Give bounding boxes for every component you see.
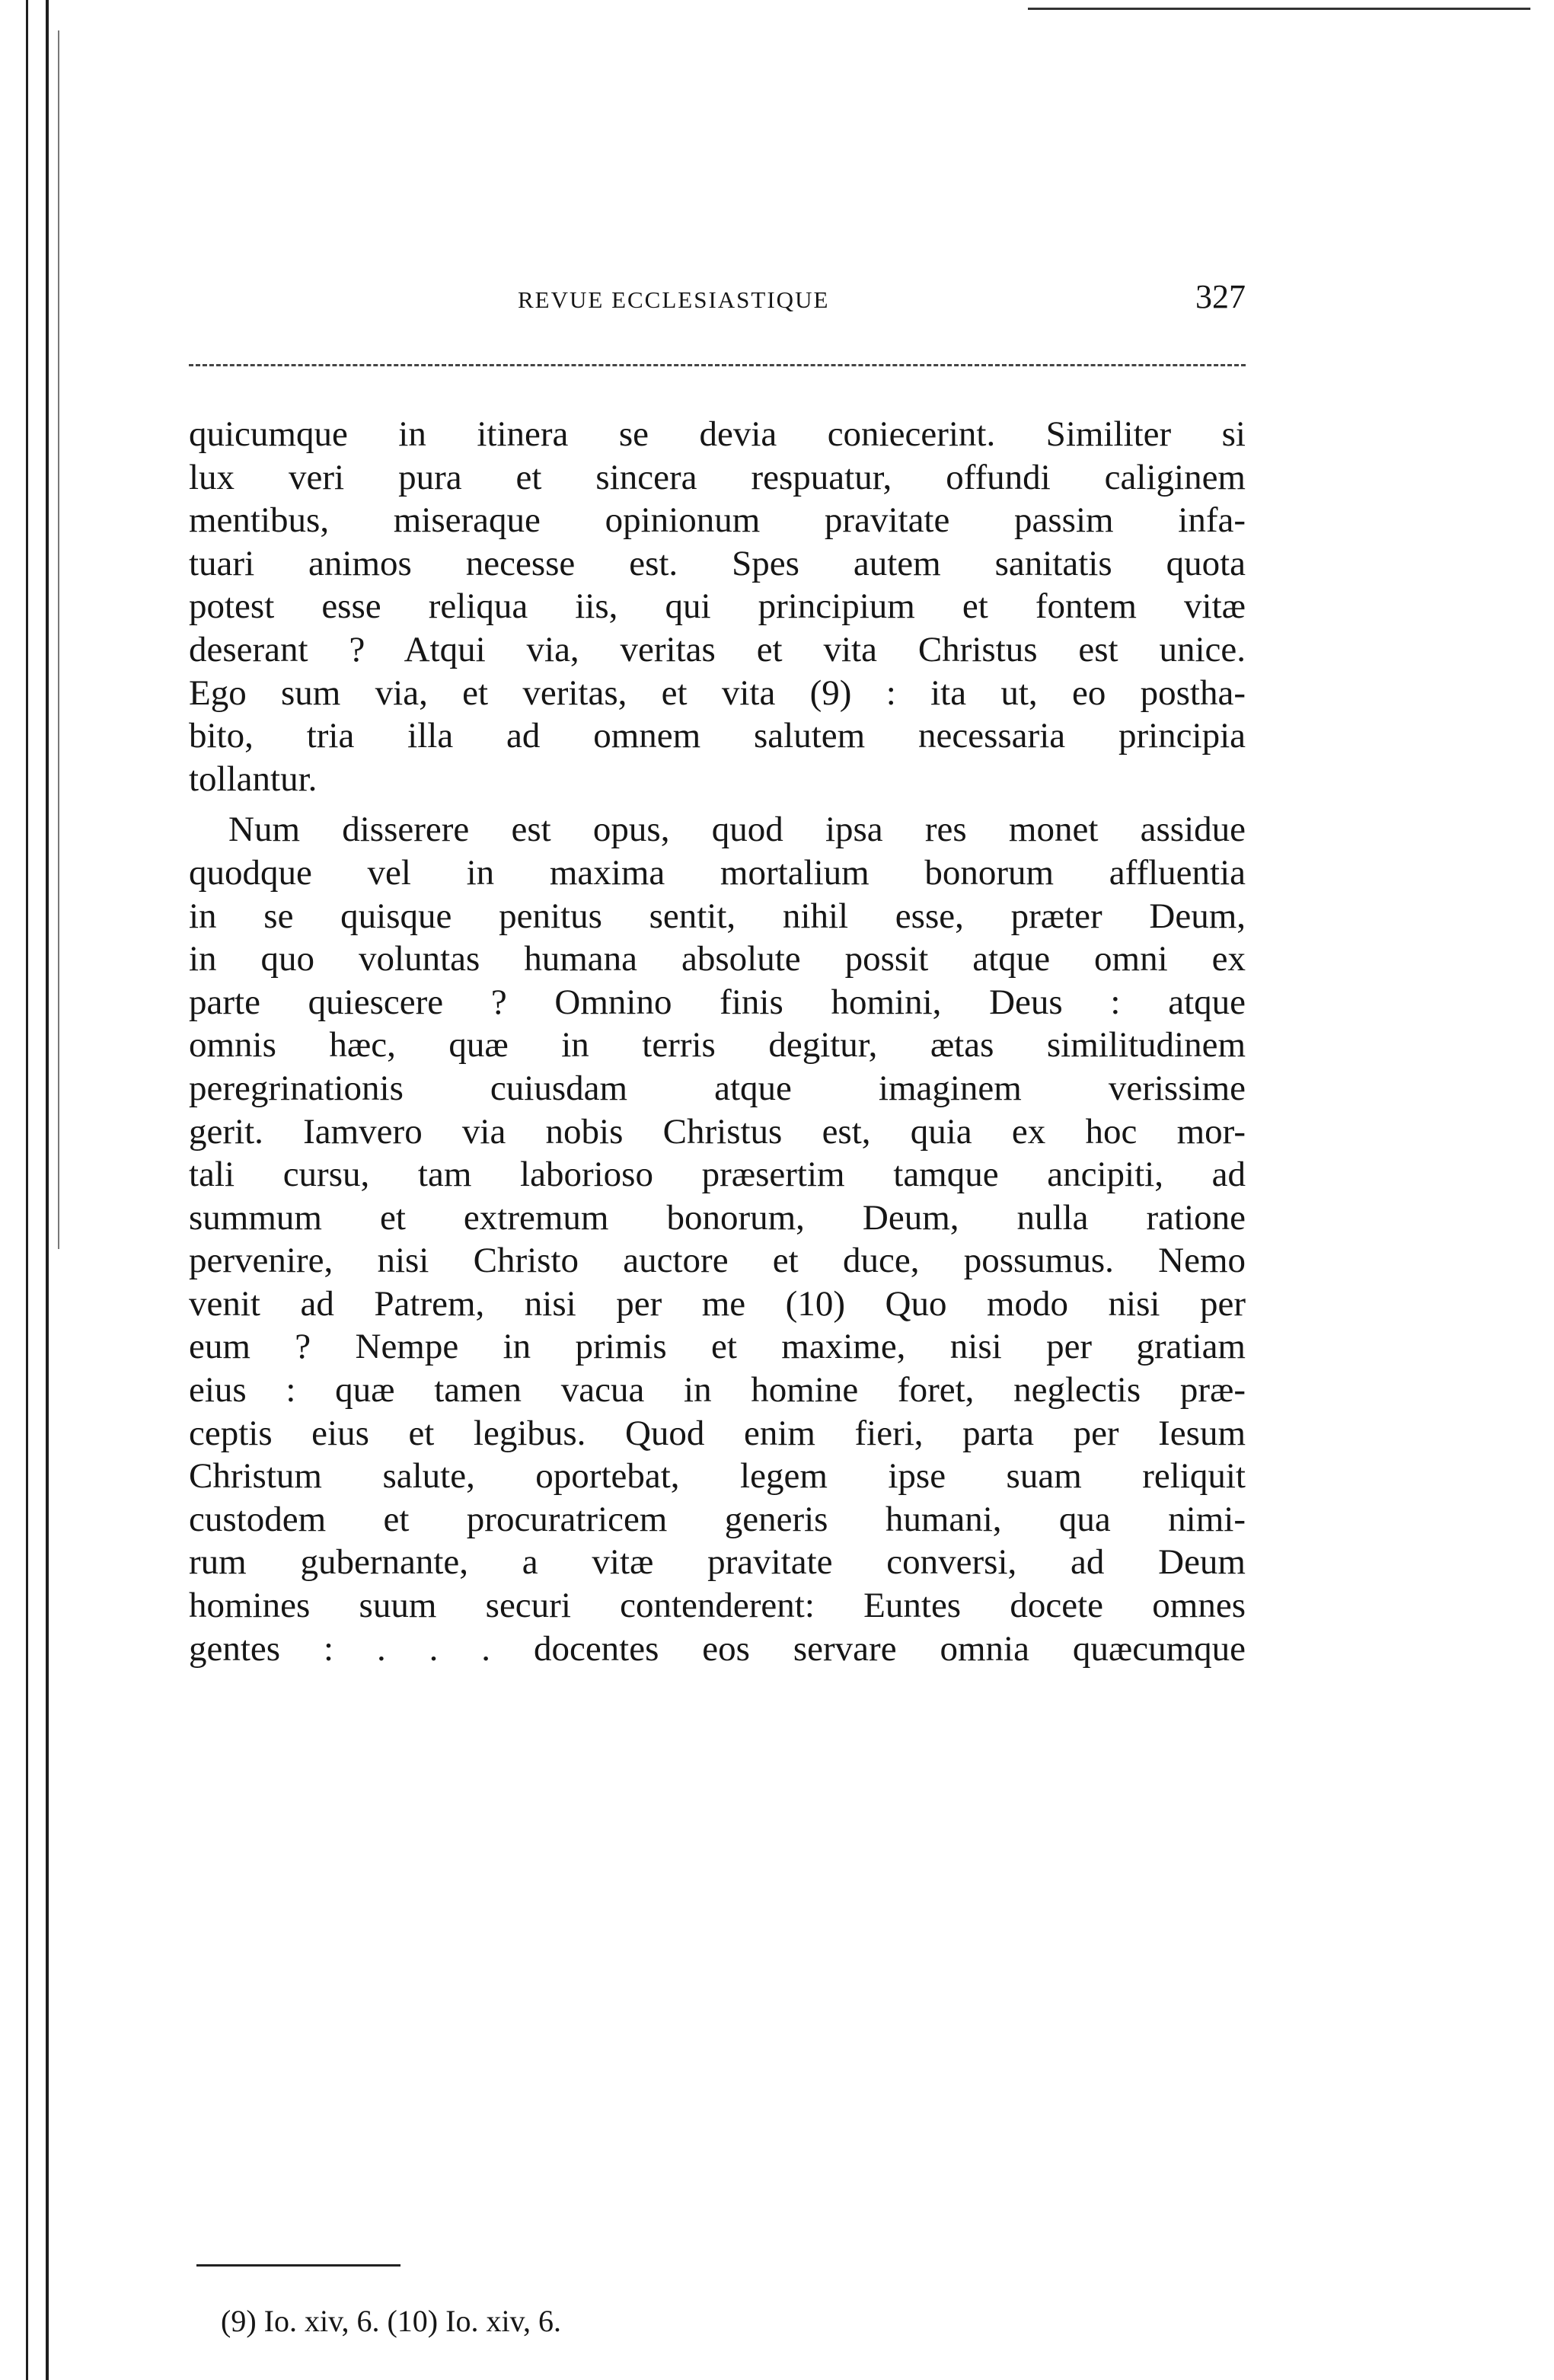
text-line: peregrinationis cuiusdam atque imaginem verissime (189, 1068, 1246, 1108)
text-line: Num disserere est opus, quod ipsa res monet assidue (228, 810, 1246, 850)
top-edge-line (1028, 8, 1530, 10)
page-number: 327 (1195, 278, 1246, 315)
text-line: venit ad Patrem, nisi per me (10) Quo modo nisi per (189, 1283, 1246, 1324)
text-line: tollantur. (189, 759, 318, 799)
paragraph (189, 413, 1246, 800)
text-line: eum ? Nempe in primis et maxime, nisi per gratiam (189, 1327, 1246, 1367)
text-line: rum gubernante, a vitæ pravitate conversi, ad Deum (189, 1542, 1246, 1583)
paragraph (189, 808, 1246, 1670)
text-line: gentes : . . . docentes eos servare omnia quæcumque (189, 1628, 1246, 1669)
text-line: quicumque in itinera se devia coniecerint. Similiter si (189, 414, 1246, 454)
running-header (189, 274, 1246, 335)
text-line: eius : quæ tamen vacua in homine foret, neglectis præ- (189, 1370, 1246, 1410)
footnote-rule (196, 2264, 400, 2267)
document-page (189, 274, 1246, 2338)
text-line: pervenire, nisi Christo auctore et duce, possumus. Nemo (189, 1241, 1246, 1281)
text-line: summum et extremum bonorum, Deum, nulla ratione (189, 1197, 1246, 1238)
page-edge-line (58, 30, 59, 1249)
text-line: homines suum securi contenderent: Euntes docete omnes (189, 1586, 1246, 1626)
text-line: tuari animos necesse est. Spes autem sanitatis quota (189, 543, 1246, 583)
text-line: in quo voluntas humana absolute possit atque omni ex (189, 939, 1246, 979)
text-line: Christum salute, oportebat, legem ipse suam reliquit (189, 1456, 1246, 1497)
text-line: Ego sum via, et veritas, et vita (9) : ita ut, eo postha- (189, 672, 1246, 713)
text-line: ceptis eius et legibus. Quod enim fieri, parta per Iesum (189, 1413, 1246, 1453)
text-line: potest esse reliqua iis, qui principium et fontem vitæ (189, 586, 1246, 627)
running-title: REVUE ECCLESIASTIQUE (518, 286, 830, 313)
paragraph-gap (189, 800, 1246, 808)
text-line: omnis hæc, quæ in terris degitur, ætas similitudinem (189, 1025, 1246, 1065)
footnotes: (9) Io. xiv, 6. (10) Io. xiv, 6. (221, 2304, 561, 2338)
body-text (189, 413, 1246, 1670)
text-line: deserant ? Atqui via, veritas et vita Christus est unice. (189, 629, 1246, 669)
text-line: bito, tria illa ad omnem salutem necessaria principia (189, 716, 1246, 756)
text-line: mentibus, miseraque opinionum pravitate passim infa- (189, 500, 1246, 541)
text-line: quodque vel in maxima mortalium bonorum affluentia (189, 852, 1246, 893)
text-line: in se quisque penitus sentit, nihil esse, præter Deum, (189, 896, 1246, 936)
header-rule (189, 364, 1246, 366)
text-line: parte quiescere ? Omnino finis homini, Deus : atque (189, 982, 1246, 1022)
text-line: tali cursu, tam laborioso præsertim tamque ancipiti, ad (189, 1155, 1246, 1195)
text-line: gerit. Iamvero via nobis Christus est, quia ex hoc mor- (189, 1111, 1246, 1152)
page-edge-line (46, 0, 49, 2380)
page-edge-line (26, 0, 28, 2380)
text-line: custodem et procuratricem generis humani, qua nimi- (189, 1499, 1246, 1539)
text-line: lux veri pura et sincera respuatur, offundi caliginem (189, 457, 1246, 497)
